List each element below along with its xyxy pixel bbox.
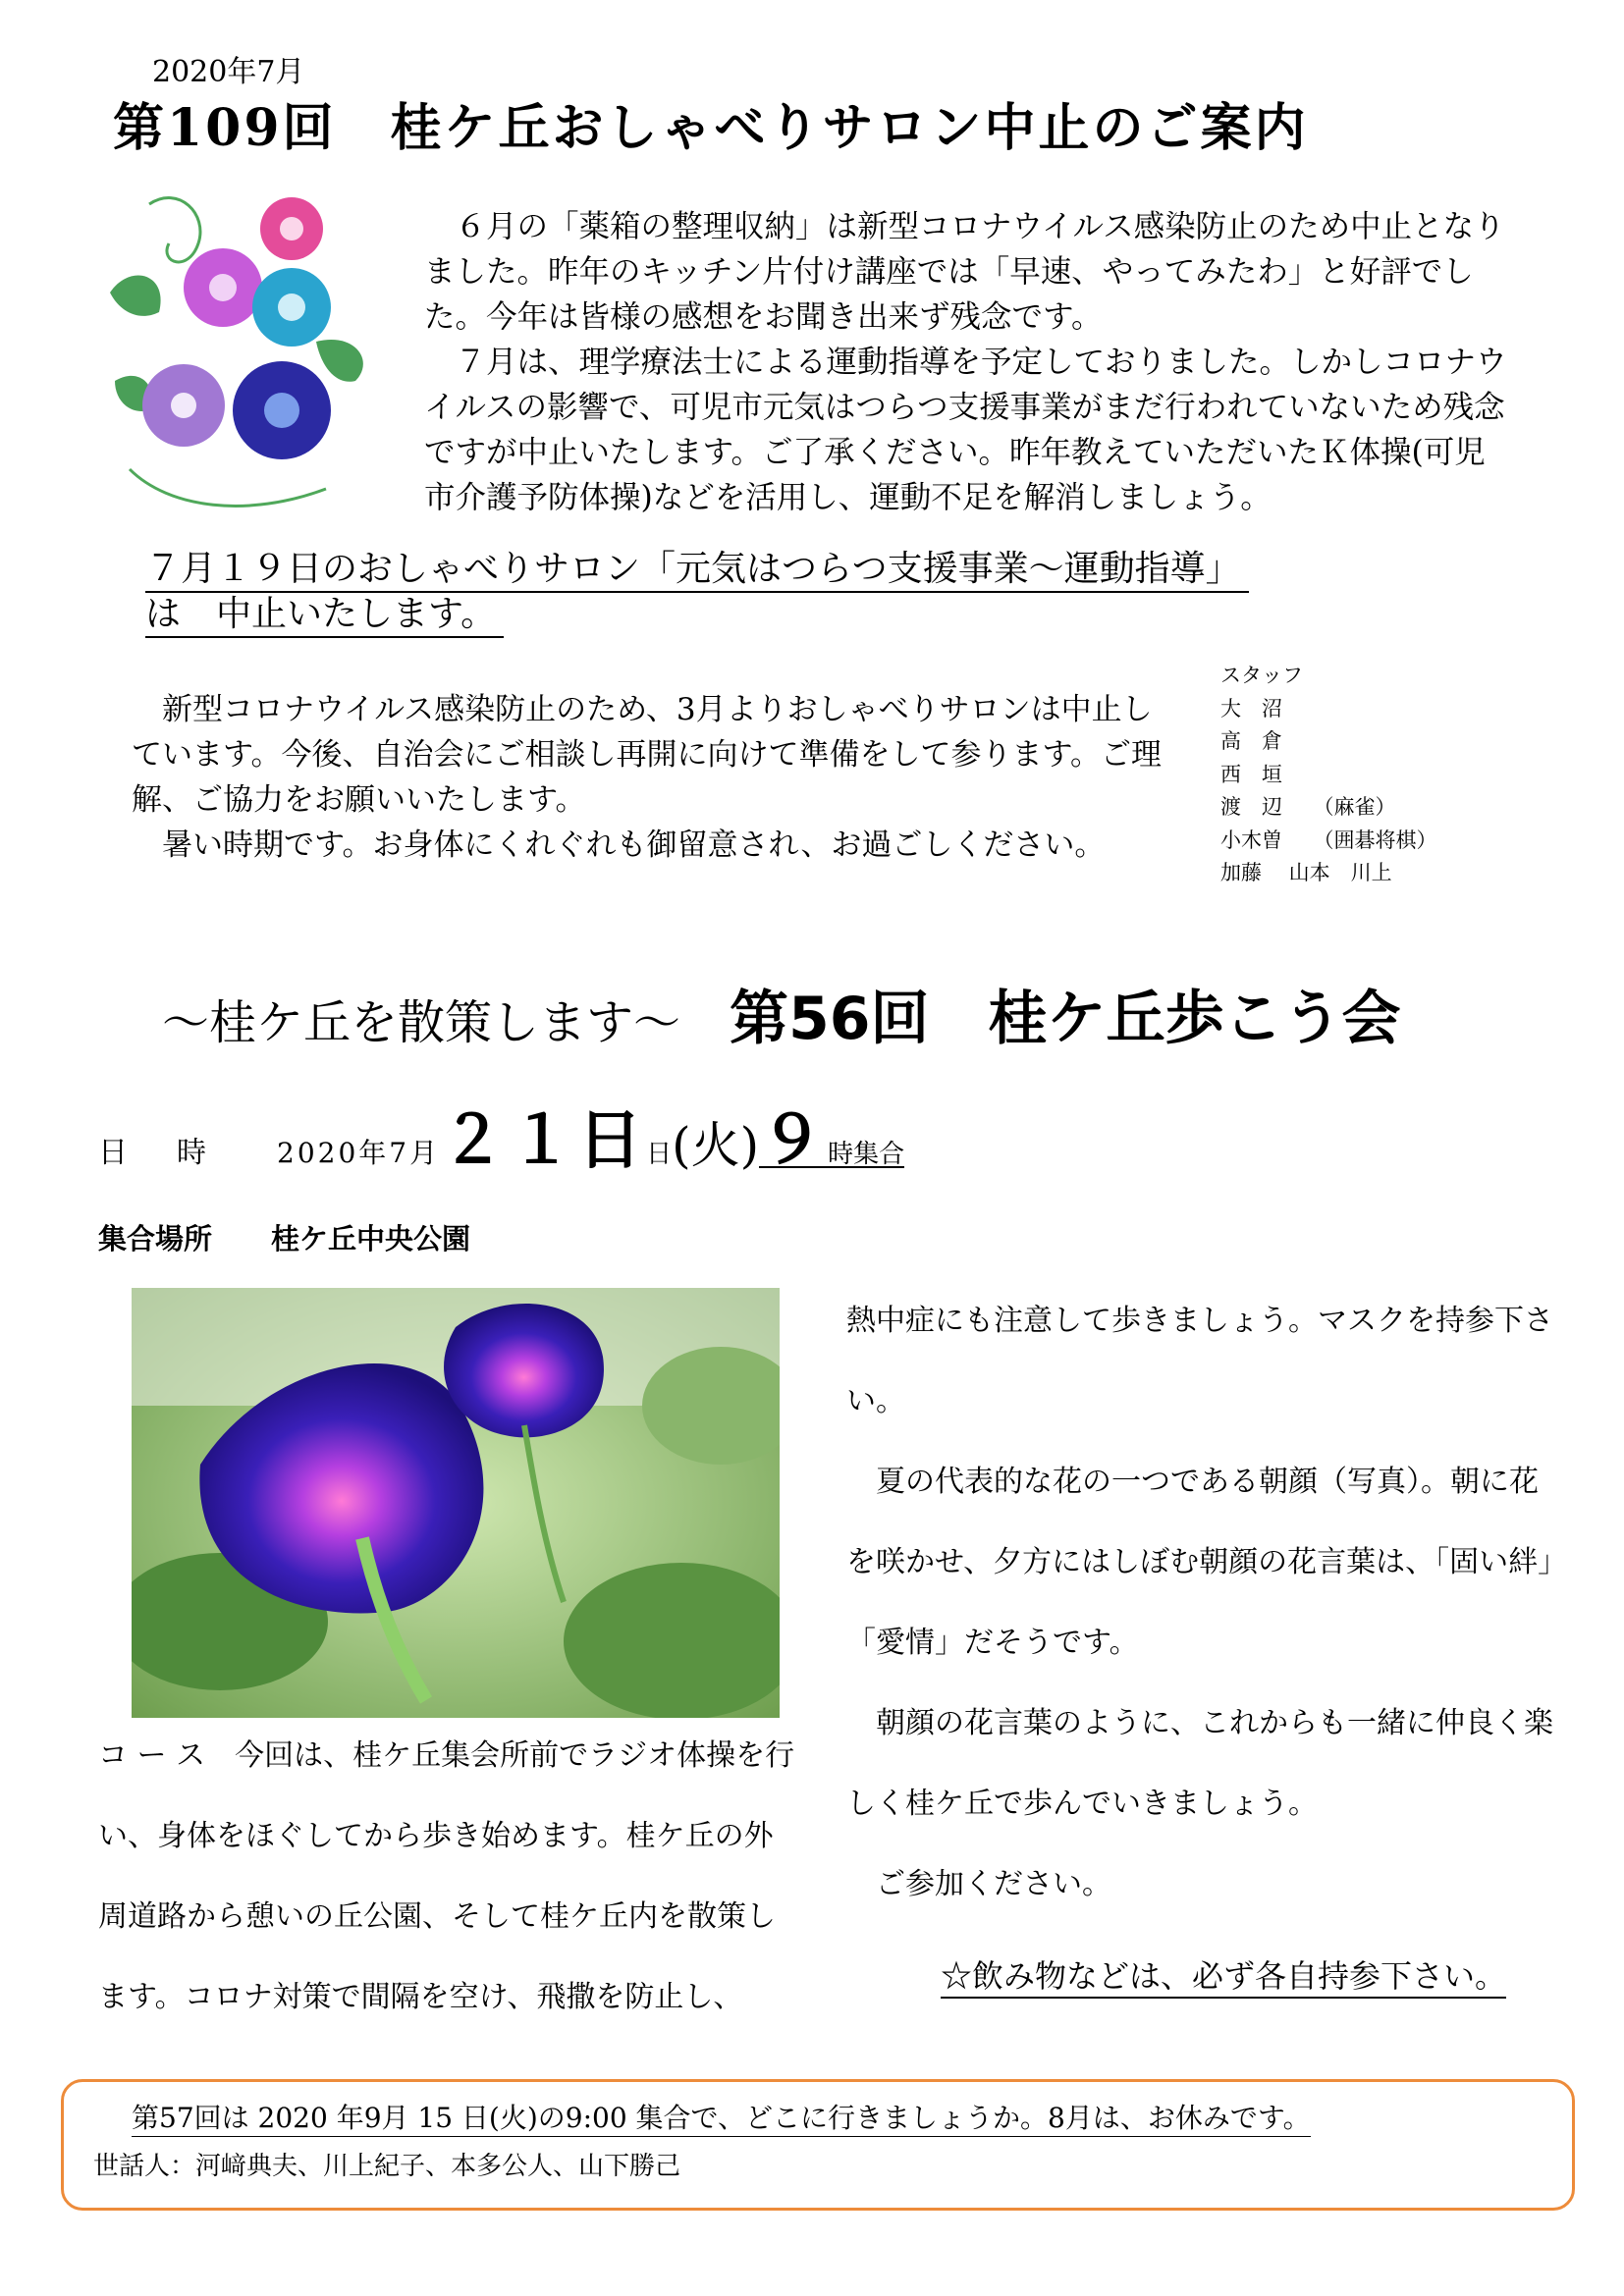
salon-paragraph-2: 暑い時期です。お身体にくれぐれも御留意され、お過ごしください。 — [132, 828, 1106, 863]
walk-paragraph-4: ご参加ください。 — [846, 1867, 1111, 1901]
walk-paragraph-3: 朝顔の花言葉のように、これからも一緒に仲良く楽しく桂ケ丘で歩んでいきましょう。 — [846, 1706, 1553, 1821]
place-value: 桂ケ丘中央公園 — [271, 1222, 471, 1255]
staff-member: 渡 辺 （麻雀） — [1220, 795, 1396, 819]
walk-title — [162, 972, 1401, 1056]
morning-glory-illustration — [90, 175, 397, 518]
meeting-place — [98, 1217, 470, 1257]
salon-paragraph-1: 新型コロナウイルス感染防止のため、3月よりおしゃべりサロンは中止しています。今後、自治会にご相談し再開に向けて準備をして参ります。ご理解、ご協力をお願いいたします。 — [132, 692, 1163, 818]
intro-paragraph-1: ６月の「薬箱の整理収納」は新型コロナウイルス感染防止のため中止となりました。昨年のキッチン片付け講座では「早速、やってみたわ」と好評でした。今年は皆様の感想をお聞き出来ず残念です。 — [424, 209, 1505, 335]
page-title: 第109回 桂ケ丘おしゃべりサロン中止のご案内 — [113, 98, 1309, 158]
place-label: 集合場所 — [98, 1222, 213, 1255]
staff-member: 大 沼 — [1220, 696, 1282, 721]
date-hour-suffix: 時集合 — [828, 1140, 905, 1169]
cancellation-notice — [145, 548, 1249, 638]
date-label: 日時 — [98, 1136, 255, 1170]
notice-line-2: は 中止いたします。 — [145, 593, 504, 638]
course-description: コ ー ス 今回は、桂ケ丘集会所前でラジオ体操を行い、身体をほぐしてから歩き始めます。桂ケ丘の外周道路から憩いの丘公園、そして桂ケ丘内を散策します。コロナ対策で間隔を空け、飛撒を防止し、 — [98, 1738, 795, 2014]
issue-date: 2020年7月 — [152, 55, 305, 89]
walk-subtitle: ～桂ケ丘を散策します～ — [162, 995, 681, 1050]
staff-heading: スタッフ — [1220, 664, 1303, 687]
staff-member: 加藤 山本 川上 — [1220, 861, 1392, 884]
intro-paragraph-2: ７月は、理学療法士による運動指導を予定しておりました。しかしコロナウイルスの影響で、可児市元気はつらつ支援事業がまだ行われていないため残念ですが中止いたします。ご了承ください。昨年教えていただいたＫ体操(可児市介護予防体操)などを活用し、運動不足を解消しましょう。 — [424, 345, 1507, 515]
walk-schedule — [98, 1088, 904, 1181]
staff-member: 西 垣 — [1220, 762, 1282, 786]
morning-glory-photo — [132, 1288, 780, 1718]
notice-line-1: ７月１９日のおしゃべりサロン「元気はつらつ支援事業～運動指導」 — [145, 548, 1249, 593]
walk-description — [846, 1281, 1553, 1925]
date-weekday: (火) — [672, 1117, 760, 1174]
date-day: ２１日 — [440, 1102, 647, 1178]
next-walk-info: 第57回は 2020 年9月 15 日(火)の9:00 集合で、どこに行きましょうか。8月は、お休みです。 — [132, 2097, 1311, 2137]
date-day-suffix: 日 — [646, 1140, 673, 1169]
walk-paragraph-1: 熱中症にも注意して歩きましょう。マスクを持参下さい。 — [846, 1304, 1553, 1418]
bring-drinks-note: ☆飲み物などは、必ず各自持参下さい。 — [941, 1951, 1506, 1999]
walk-paragraph-2: 夏の代表的な花の一つである朝顔（写真）。朝に花を咲かせ、夕方にはしぼむ朝顔の花言葉は、「固い絆」「愛情」だそうです。 — [846, 1465, 1553, 1660]
date-year-month: 2020年7月 — [277, 1137, 441, 1169]
staff-list — [1220, 660, 1437, 890]
date-hour: ９ — [759, 1102, 829, 1178]
walk-main-title: 第56回 桂ケ丘歩こう会 — [730, 985, 1401, 1053]
staff-member: 小木曽 （囲碁将棋） — [1220, 828, 1437, 852]
organizers: 世話人：河﨑典夫、川上紀子、本多公人、山下勝己 — [93, 2152, 681, 2181]
staff-member: 高 倉 — [1220, 729, 1282, 753]
